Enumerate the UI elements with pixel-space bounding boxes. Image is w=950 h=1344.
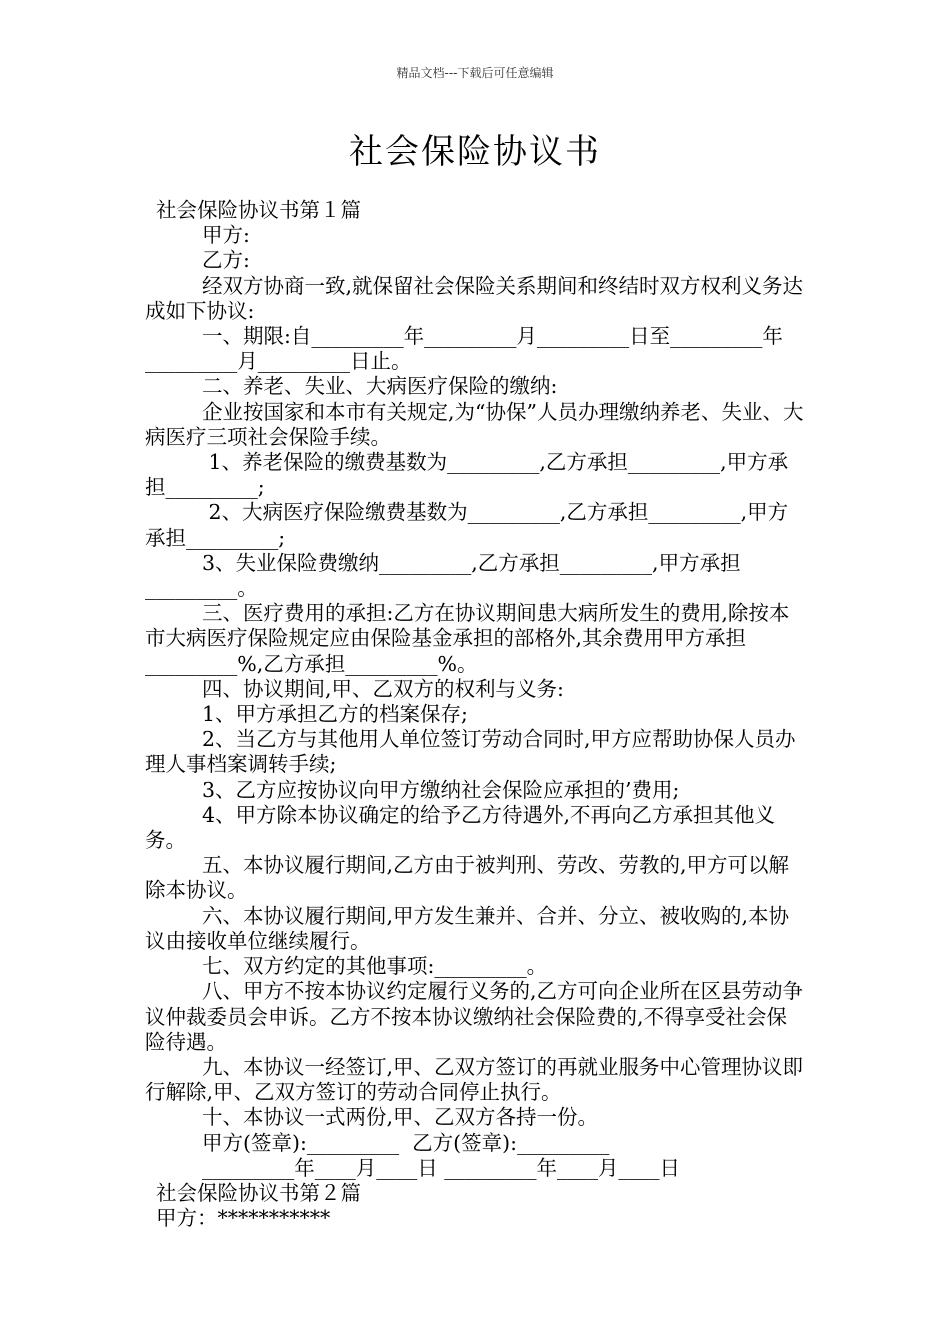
- party-a-label: 甲方:: [202, 223, 250, 248]
- clause-copies: 十、本协议一式两份,甲、乙双方各持一份。: [202, 1105, 599, 1130]
- section-2-heading: 社会保险协议书第２篇: [156, 1180, 361, 1205]
- clause-term: 一、期限:自_________年_________月_________日至_________年_________月_________日止。: [145, 324, 783, 374]
- document-title: 社会保险协议书: [349, 132, 601, 172]
- document-body: [145, 198, 807, 1231]
- clause-arbitration: 八、甲方不按本协议约定履行义务的,乙方可向企业所在区县劳动争议仲裁委员会申诉。乙方不按本协议缴纳社会保险费的,不得享受社会保险待遇。: [145, 979, 804, 1054]
- party-b-label: 乙方:: [202, 248, 250, 273]
- intro-paragraph: 经双方协商一致,就保留社会保险关系期间和终结时双方权利义务达成如下协议:: [145, 273, 804, 323]
- clause-other: 七、双方约定的其他事项:_________。: [202, 954, 548, 979]
- clause-medical: 2、大病医疗保险缴费基数为_________,乙方承担_________,甲方承担_________;: [145, 500, 789, 550]
- section-1-heading: 社会保险协议书第１篇: [156, 198, 361, 222]
- clause-unemployment: 3、失业保险费缴纳_________,乙方承担_________,甲方承担_________。: [145, 550, 741, 601]
- clause-insurance: 二、养老、失业、大病医疗保险的缴纳:: [202, 374, 558, 399]
- clause-rights-1: 1、甲方承担乙方的档案保存;: [202, 702, 468, 727]
- clause-insurance-desc: 企业按国家和本市有关规定,为“协保”人员办理缴纳养老、失业、大病医疗三项社会保险手续。: [145, 399, 804, 449]
- clause-pension: 1、养老保险的缴费基数为_________,乙方承担_________,甲方承担_________;: [145, 450, 789, 500]
- clause-effect: 九、本协议一经签订,甲、乙双方签订的再就业服务中心管理协议即行解除,甲、乙双方签订的劳动合同停止执行。: [145, 1054, 804, 1105]
- clause-merger: 六、本协议履行期间,甲方发生兼并、合并、分立、被收购的,本协议由接收单位继续履行。: [145, 903, 790, 953]
- clause-medical-cost: 三、医疗费用的承担:乙方在协议期间患大病所发生的费用,除按本市大病医疗保险规定应由保险基金承担的部格外,其余费用甲方承担_________%,乙方承担_________%。: [145, 601, 790, 676]
- page-header: 精品文档---下载后可任意编辑: [396, 66, 554, 80]
- clause-rights-3: 3、乙方应按协议向甲方缴纳社会保险应承担的’费用;: [202, 777, 680, 802]
- clause-rights-2: 2、当乙方与其他用人单位签订劳动合同时,甲方应帮助协保人员办理人事档案调转手续;: [145, 727, 796, 777]
- date-line: _________年____月____日 _________年____月____日: [202, 1155, 681, 1180]
- section-2-party-a: 甲方：***********: [156, 1206, 331, 1231]
- signature-line: 甲方(签章):_________ 乙方(签章):_________: [202, 1130, 610, 1155]
- clause-rights: 四、协议期间,甲、乙双方的权利与义务:: [202, 676, 564, 701]
- clause-termination: 五、本协议履行期间,乙方由于被判刑、劳改、劳教的,甲方可以解除本协议。: [145, 853, 790, 903]
- clause-rights-4: 4、甲方除本协议确定的给予乙方待遇外,不再向乙方承担其他义务。: [145, 802, 776, 853]
